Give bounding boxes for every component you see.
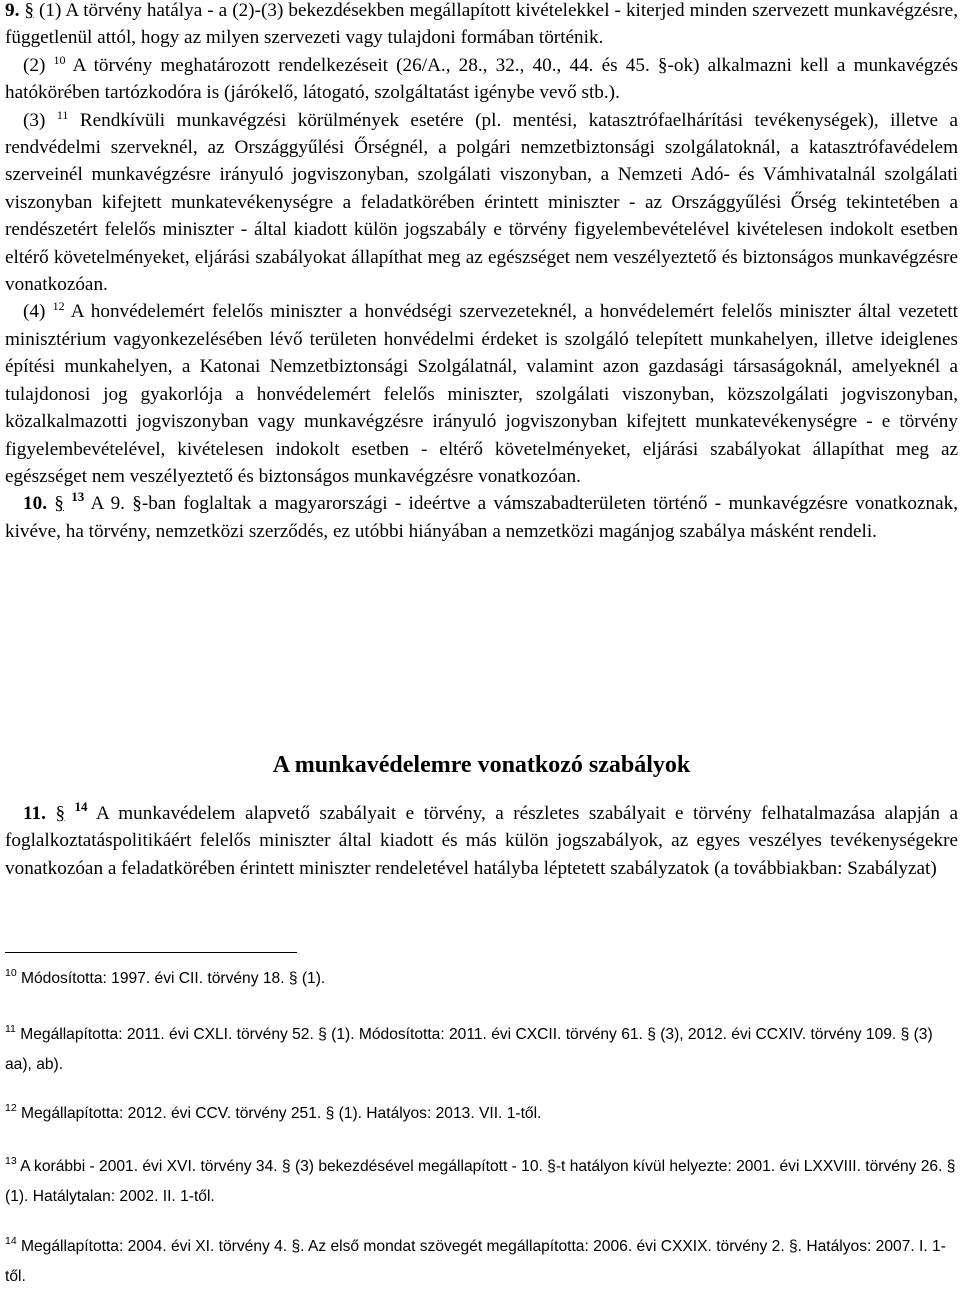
paragraph-text: A honvédelemért felelős miniszter a honvédségi szervezeteknél, a honvédelemért felelős miniszter által vezetett minisztérium vagyonkezelésében lévő területen honvédelmi érdeket is szolgáló telepített munkahelyen, illetve ideiglenes építési munkahelyen, a Katonai Nemzetbiztonsági Szolgálatnál, valamint azon gazdasági társaságoknál, amelyeknél a tulajdonosi jog gyakorlója a honvédelemért felelős miniszter, szolgálati viszonyban, közszolgálati jogviszonyban, közalkalmazotti jogviszonyban vagy munkavégzésre irányuló jogviszonyban kifejtett munkatevékenységre - e törvény figyelembevételével, kivételesen indokolt esetben - eltérő követelményeket, eljárási szabályokat állapíthat meg az egészséget nem veszélyeztető és biztonságos munkavégzésre vonatkozóan.: [5, 301, 958, 487]
footnote-text: Megállapította: 2012. évi CCV. törvény 251. § (1). Hatályos: 2013. VII. 1-től.: [16, 1105, 542, 1122]
section-number: 10.: [23, 493, 47, 515]
section-9-paragraph-2: [5, 52, 958, 107]
footnote-ref[interactable]: 10: [53, 52, 66, 67]
section-sign: §: [55, 803, 66, 824]
footnote-ref[interactable]: 11: [56, 107, 69, 122]
footnote-ref[interactable]: 12: [52, 299, 65, 314]
footnote-number: 12: [5, 1102, 17, 1114]
section-9-paragraph-3: [5, 107, 958, 299]
footnote-ref[interactable]: 14: [74, 799, 88, 814]
section-heading: A munkavédelemre vonatkozó szabályok: [272, 752, 691, 778]
section-9-paragraph-4: [5, 298, 958, 490]
footnote-number: 11: [5, 1023, 16, 1035]
footnote-separator: [5, 952, 297, 953]
section-11-paragraph: [5, 800, 958, 882]
section-number: 9.: [5, 0, 20, 21]
footnote-14: [5, 1232, 958, 1292]
subsection-number: (4): [23, 301, 46, 323]
paragraph-text: (1) A törvény hatálya - a (2)-(3) bekezdésekben megállapított kivételekkel - kiterjed minden szervezett munkavégzésre, függetlenül attól, hogy az milyen szervezeti vagy tulajdoni formában történik.: [5, 0, 958, 49]
paragraph-text: A törvény meghatározott rendelkezéseit (26/A., 28., 32., 40., 44. és 45. §-ok) alkalmazni kell a munkavégzés hatókörében tartózkodóra is (járókelő, látogató, szolgáltatást igénybe vevő stb.).: [5, 54, 959, 104]
section-9-paragraph-1: [5, 0, 958, 52]
footnote-number: 13: [5, 1155, 17, 1167]
footnote-number: 10: [5, 967, 17, 979]
footnote-10: [5, 964, 958, 994]
section-sign: §: [54, 493, 64, 515]
section-sign: §: [24, 0, 35, 21]
footnote-12: [5, 1099, 958, 1129]
footnote-number: 14: [5, 1235, 17, 1247]
footnote-text: Megállapította: 2004. évi XI. törvény 4. §. Az első mondat szövegét megállapította: 2006. évi CXXIX. törvény 2. §. Hatályos: 2007. I. 1-től.: [5, 1238, 946, 1285]
paragraph-text: A munkavédelem alapvető szabályait e törvény, a részletes szabályait e törvény felhatalmazása alapján a foglalkoztatáspolitikáért felelős miniszter által kiadott és más külön jogszabályok, az egyes veszélyes tevékenységekre vonatkozóan a feladatkörében érintett miniszter rendeletével hatályba léptetett szabályzatok (a továbbiakban: Szabályzat): [5, 803, 959, 879]
paragraph-text: A 9. §-ban foglaltak a magyarországi - ideértve a vámszabadterületen történő - munkavégzésre vonatkoznak, kivéve, ha törvény, nemzetközi szerződés, ez utóbbi hiányában a nemzetközi magánjog szabálya másként rendeli.: [5, 493, 958, 542]
footnote-text: Megállapította: 2011. évi CXLI. törvény 52. § (1). Módosította: 2011. évi CXCII. törvény 61. § (3), 2012. évi CCXIV. törvény 109. § (3) aa), ab).: [5, 1026, 933, 1073]
section-11: [5, 800, 958, 882]
footnote-13: [5, 1152, 958, 1212]
footnote-text: A korábbi - 2001. évi XVI. törvény 34. § (3) bekezdésével megállapított - 10. §-t hatályon kívül helyezte: 2001. évi LXXVIII. törvény 26. § (1). Hatálytalan: 2002. II. 1-től.: [5, 1158, 956, 1205]
section-10-paragraph: [5, 490, 958, 545]
footnote-11: [5, 1020, 958, 1080]
section-number: 11.: [23, 803, 46, 824]
footnote-ref[interactable]: 13: [71, 489, 85, 505]
subsection-number: (2): [23, 54, 46, 76]
subsection-number: (3): [23, 109, 46, 131]
sections-9-10: [5, 0, 958, 545]
footnote-text: Módosította: 1997. évi CII. törvény 18. § (1).: [16, 970, 326, 987]
paragraph-text: Rendkívüli munkavégzési körülmények esetére (pl. mentési, katasztrófaelhárítási tevékenységek), illetve a rendvédelmi szerveknél, az Országgyűlési Őrségnél, a polgári nemzetbiztonsági szolgálatoknál, a katasztrófavédelem szerveinél munkavégzésre irányuló jogviszonyban, szolgálati viszonyban, a Nemzeti Adó- és Vámhivatalnál szolgálati viszonyban kifejtett munkatevékenységre a feladatkörében érintett miniszter - az Országgyűlési Őrség tekintetében a rendészetért felelős miniszter - által kiadott külön jogszabály e törvény figyelembevételével kivételesen indokolt esetben eltérő követelményeket, eljárási szabályokat állapíthat meg az egészséget nem veszélyeztető és biztonságos munkavégzésre vonatkozóan.: [5, 109, 959, 296]
